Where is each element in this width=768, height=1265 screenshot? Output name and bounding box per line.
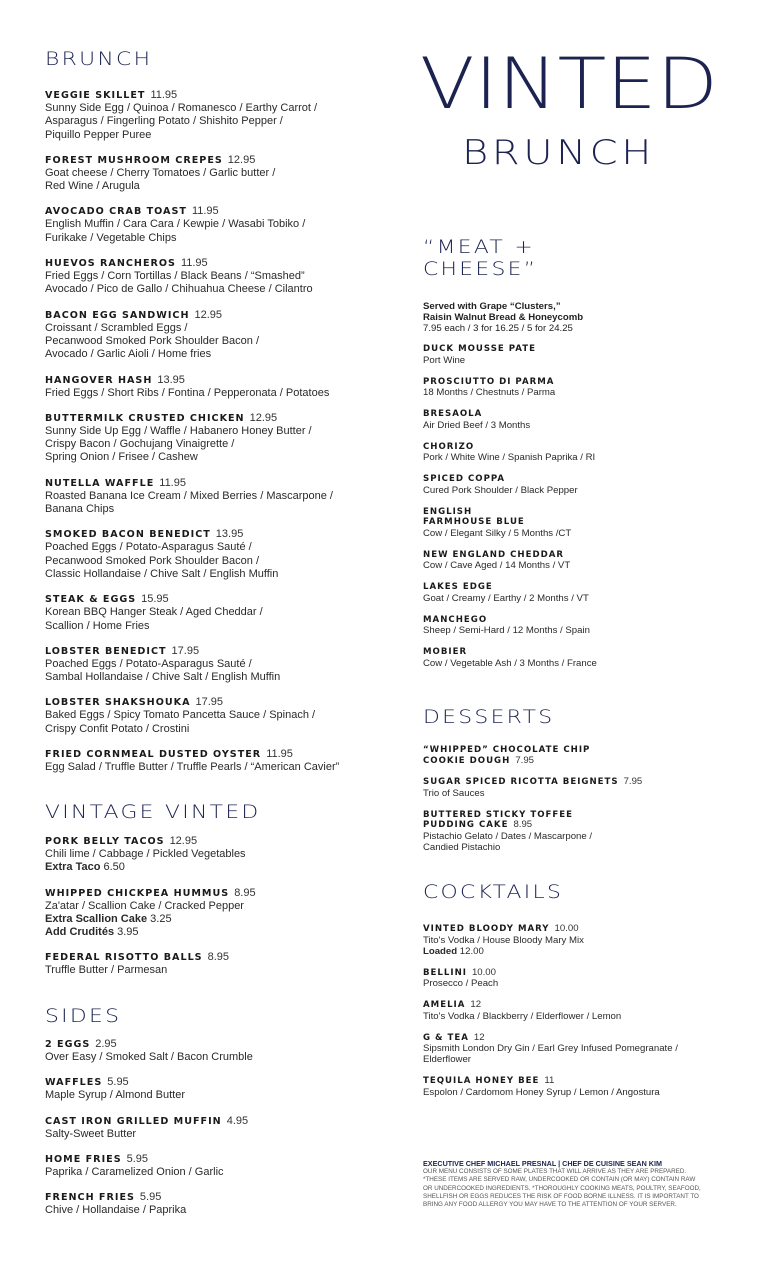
item-title (423, 777, 743, 788)
menu-item (45, 593, 385, 633)
item-price: 2.95 (95, 1038, 117, 1050)
item-price: 12.95 (169, 835, 198, 847)
item-name: BUTTERED STICKY TOFFEE (423, 809, 574, 820)
menu-item (423, 968, 753, 990)
item-description: Cow / Cave Aged / 14 Months / VT (423, 560, 571, 571)
item-title (423, 442, 743, 453)
menu-item (45, 1076, 385, 1102)
item-name: AVOCADO CRAB TOAST (45, 206, 187, 218)
section-heading-sides: SIDES (45, 1005, 122, 1027)
item-description: Goat cheese / Cherry Tomatoes / Garlic butter / (45, 166, 276, 179)
item-price: 11.95 (191, 205, 219, 218)
item-description: Egg Salad / Truffle Butter / Truffle Pearls / “American Cavier” (45, 761, 340, 774)
vinted-wordmark: VINTED (420, 43, 718, 125)
item-name: PORK BELLY TACOS (45, 836, 165, 847)
item-title (45, 257, 385, 270)
heading-line: CHEESE” (423, 258, 538, 280)
item-description: Scallion / Home Fries (45, 619, 150, 632)
item-name: WAFFLES (45, 1077, 103, 1089)
item-name: BACON EGG SANDWICH (45, 309, 190, 321)
section-heading-cocktails: COCKTAILS (423, 881, 564, 903)
item-name: TEQUILA HONEY BEE (423, 1076, 540, 1086)
extra-label: Add Crudités (45, 926, 115, 939)
menu-item (423, 442, 743, 464)
extra-label: Extra Scallion Cake (45, 912, 148, 925)
item-price: 11.95 (180, 257, 208, 270)
item-description: Cured Pork Shoulder / Black Pepper (423, 484, 578, 496)
item-description: Sunny Side Egg / Quinoa / Romanesco / Earthy Carrot / (45, 102, 318, 114)
item-extra (45, 926, 385, 939)
item-description: Avocado / Pico de Gallo / Chihuahua Cheese / Cilantro (45, 283, 313, 296)
item-description: Chive / Hollandaise / Paprika (45, 1204, 187, 1217)
item-description: Goat / Creamy / Earthy / 2 Months / VT (423, 592, 589, 604)
item-title (423, 745, 743, 766)
chef-credits: EXECUTIVE CHEF MICHAEL PRESNAL | CHEF DE CUISINE SEAN KIM (423, 1159, 662, 1168)
menu-item (45, 528, 385, 581)
item-name: SMOKED BACON BENEDICT (45, 529, 211, 541)
item-title (45, 951, 385, 964)
item-description: Tito's Vodka / Blackberry / Elderflower / Lemon (423, 1010, 622, 1022)
item-title (45, 374, 385, 387)
item-price: 5.95 (139, 1191, 162, 1204)
disclaimer-line: BRING ANY FOOD ALLERGY YOU MAY HAVE TO THE ATTENTION OF YOUR SERVER. (423, 1201, 677, 1209)
item-name: VINTED BLOODY MARY (423, 924, 550, 934)
item-price: 12 (470, 999, 482, 1010)
menu-item (45, 835, 385, 875)
item-price: 17.95 (195, 696, 224, 709)
item-title (423, 968, 753, 979)
item-title (423, 409, 743, 420)
item-description: Korean BBQ Hanger Steak / Aged Cheddar / (45, 606, 263, 619)
item-name: WHIPPED CHICKPEA HUMMUS (45, 887, 230, 899)
extra-price: 3.25 (147, 912, 172, 925)
item-description: Maple Syrup / Almond Butter (45, 1089, 186, 1102)
item-title (45, 154, 385, 167)
item-title (45, 696, 385, 709)
item-description: Fried Eggs / Short Ribs / Fontina / Pepperonata / Potatoes (45, 386, 330, 399)
item-name: PROSCIUTTO DI PARMA (423, 376, 555, 387)
menu-item (45, 1038, 385, 1064)
item-description: Sambal Hollandaise / Chive Salt / English Muffin (45, 671, 281, 684)
item-name: MOBIER (423, 647, 468, 657)
item-price: 4.95 (226, 1114, 249, 1127)
item-title (45, 205, 385, 218)
menu-item (423, 550, 743, 572)
menu-item (45, 1191, 385, 1217)
extra-label: Loaded (423, 945, 458, 957)
item-name: BRESAOLA (423, 409, 483, 419)
item-name: CAST IRON GRILLED MUFFIN (45, 1115, 222, 1127)
menu-item (45, 887, 385, 940)
item-price: 12 (473, 1031, 485, 1043)
item-price: 7.95 (623, 776, 643, 787)
item-description: Poached Eggs / Potato-Asparagus Sauté / (45, 657, 252, 670)
disclaimer-line: *THESE ITEMS ARE SERVED RAW, UNDERCOOKED OR CONTAIN (OR MAY) CONTAIN RAW (423, 1176, 696, 1184)
item-description: Truffle Butter / Parmesan (45, 964, 168, 977)
meat-cheese-items (423, 344, 743, 680)
item-description: Banana Chips (45, 503, 115, 516)
item-name: SUGAR SPICED RICOTTA BEIGNETS (423, 777, 619, 787)
item-description: Pecanwood Smoked Pork Shoulder Bacon / (45, 334, 260, 347)
item-price: 12.95 (227, 153, 256, 166)
item-extra (45, 913, 385, 926)
item-description: Crispy Bacon / Gochujang Vinaigrette / (45, 438, 235, 451)
item-name: FRIED CORNMEAL DUSTED OYSTER (45, 749, 262, 761)
item-description: Sipsmith London Dry Gin / Earl Grey Infused Pomegranate / (423, 1043, 678, 1054)
menu-item (423, 1000, 753, 1022)
disclaimer-line: OR UNDERCOOKED INGREDIENTS. *THOROUGHLY COOKING MEATS, POULTRY, SEAFOOD, (423, 1184, 701, 1192)
item-price: 5.95 (126, 1152, 149, 1165)
item-price: 15.95 (141, 593, 169, 606)
item-title (423, 810, 743, 831)
item-price: 11.95 (266, 748, 293, 761)
item-description: Prosecco / Peach (423, 978, 499, 989)
vintage-vinted-items (45, 835, 385, 990)
heading-line: “MEAT + (423, 236, 535, 258)
item-title (45, 748, 385, 761)
sides-items (45, 1038, 385, 1229)
item-description: Espolon / Cardomom Honey Syrup / Lemon / Angostura (423, 1086, 660, 1098)
item-name: NEW ENGLAND CHEDDAR (423, 549, 564, 560)
item-name: 2 EGGS (45, 1039, 91, 1050)
menu-item (423, 810, 743, 853)
item-name: HANGOVER HASH (45, 374, 153, 386)
item-extra (45, 861, 385, 874)
item-name: AMELIA (423, 1000, 466, 1010)
extra-price: 12.00 (457, 945, 484, 957)
menu-item (45, 257, 385, 297)
cocktail-items (423, 924, 753, 1109)
note-pricing: 7.95 each / 3 for 16.25 / 5 for 24.25 (423, 323, 573, 334)
item-price: 8.95 (234, 886, 256, 899)
item-description: Pork / White Wine / Spanish Paprika / RI (423, 452, 596, 463)
item-name: “WHIPPED” CHOCOLATE CHIP (423, 745, 591, 755)
item-title (423, 582, 743, 593)
item-description: Roasted Banana Ice Cream / Mixed Berries / Mascarpone / (45, 489, 333, 502)
note-line: Served with Grape “Clusters,” (423, 301, 561, 312)
item-title (45, 835, 385, 848)
item-description: Furikake / Vegetable Chips (45, 231, 177, 244)
item-name: HOME FRIES (45, 1153, 122, 1165)
item-description: Za'atar / Scallion Cake / Cracked Pepper (45, 899, 244, 912)
item-title (423, 507, 743, 528)
brunch-subtitle: BRUNCH (462, 133, 655, 173)
item-description: English Muffin / Cara Cara / Kewpie / Wasabi Tobiko / (45, 218, 306, 231)
item-description: Baked Eggs / Spicy Tomato Pancetta Sauce / Spinach / (45, 709, 316, 722)
menu-item (45, 89, 385, 142)
item-name: NUTELLA WAFFLE (45, 477, 155, 489)
item-name: FRENCH FRIES (45, 1192, 135, 1204)
item-description: Crispy Confit Potato / Crostini (45, 722, 190, 735)
item-title (423, 344, 743, 355)
item-price: 17.95 (171, 644, 200, 657)
menu-item (423, 1033, 753, 1066)
item-name: MANCHEGO (423, 614, 488, 625)
item-name: PUDDING CAKE (423, 820, 509, 830)
menu-item (423, 582, 743, 604)
item-name: BUTTERMILK CRUSTED CHICKEN (45, 412, 245, 424)
disclaimer-line: SHELLFISH OR EGGS REDUCES THE RISK OF FOOD BORNE ILLNESS. IT IS IMPORTANT TO (423, 1192, 699, 1200)
item-description: Tito's Vodka / House Bloody Mary Mix (423, 934, 584, 946)
item-description: Spring Onion / Frisee / Cashew (45, 451, 198, 464)
item-description: Cow / Vegetable Ash / 3 Months / France (423, 657, 597, 669)
item-description: Fried Eggs / Corn Tortillas / Black Beans / “Smashed” (45, 270, 305, 283)
extra-price: 3.95 (114, 926, 139, 939)
item-name: G & TEA (423, 1032, 469, 1043)
item-extra (423, 946, 753, 957)
item-price: 11 (544, 1075, 555, 1086)
section-heading-desserts: DESSERTS (423, 706, 555, 728)
item-description: Salty-Sweet Butter (45, 1127, 137, 1140)
item-description: Croissant / Scrambled Eggs / (45, 321, 188, 334)
item-description: Sunny Side Up Egg / Waffle / Habanero Honey Butter / (45, 424, 312, 437)
item-title (45, 1115, 385, 1128)
item-price: 11.95 (159, 476, 186, 489)
item-description: Sheep / Semi-Hard / 12 Months / Spain (423, 625, 590, 636)
item-title (45, 1153, 385, 1166)
menu-item (45, 412, 385, 465)
item-name: LOBSTER SHAKSHOUKA (45, 697, 191, 709)
item-name: FOREST MUSHROOM CREPES (45, 154, 223, 166)
section-heading-vintage-vinted: VINTAGE VINTED (45, 801, 261, 823)
item-title (423, 377, 743, 388)
menu-item (423, 924, 753, 957)
menu-item (423, 344, 743, 366)
item-name: STEAK & EGGS (45, 594, 137, 606)
menu-item (45, 748, 385, 774)
item-title (45, 528, 385, 541)
menu-item (45, 374, 385, 400)
item-description: Paprika / Caramelized Onion / Garlic (45, 1165, 224, 1178)
item-name: COOKIE DOUGH (423, 755, 511, 766)
note-line: Raisin Walnut Bread & Honeycomb (423, 312, 584, 323)
section-heading-meat-cheese (423, 236, 537, 280)
item-price: 10.00 (554, 923, 579, 934)
item-price: 8.95 (513, 819, 533, 830)
item-name: VEGGIE SKILLET (45, 90, 146, 101)
menu-item (423, 777, 743, 799)
menu-item (423, 1076, 753, 1098)
menu-item (45, 645, 385, 685)
item-description: Avocado / Garlic Aioli / Home fries (45, 348, 212, 361)
item-description: Pecanwood Smoked Pork Shoulder Bacon / (45, 554, 260, 567)
item-price: 13.95 (215, 528, 244, 541)
menu-item (45, 309, 385, 362)
item-description: Cow / Elegant Silky / 5 Months /CT (423, 527, 572, 539)
menu-item (423, 507, 743, 539)
item-name: LAKES EDGE (423, 582, 493, 592)
item-description: Port Wine (423, 354, 466, 366)
dessert-items (423, 745, 743, 864)
meat-cheese-note (423, 301, 583, 334)
item-title (45, 89, 385, 102)
item-title (45, 477, 385, 490)
item-description: Red Wine / Arugula (45, 180, 140, 193)
item-price: 8.95 (207, 951, 230, 964)
item-price: 13.95 (157, 373, 185, 386)
item-name: SPICED COPPA (423, 474, 506, 484)
item-price: 11.95 (150, 89, 178, 101)
item-title (423, 647, 743, 658)
item-title (423, 1033, 753, 1044)
menu-item (45, 696, 385, 736)
item-name: LOBSTER BENEDICT (45, 645, 167, 657)
item-price: 10.00 (471, 966, 496, 978)
menu-item (423, 745, 743, 766)
item-price: 12.95 (249, 411, 278, 424)
menu-item (45, 154, 385, 194)
item-name: FEDERAL RISOTTO BALLS (45, 952, 203, 964)
item-title (423, 550, 743, 561)
item-description: Trio of Sauces (423, 787, 485, 799)
menu-item (45, 1153, 385, 1179)
item-price: 7.95 (515, 754, 534, 766)
disclaimer-line: OUR MENU CONSISTS OF SOME PLATES THAT WILL ARRIVE AS THEY ARE PREPARED. (423, 1168, 687, 1176)
item-description: 18 Months / Chestnuts / Parma (423, 387, 556, 398)
item-description: Candied Pistachio (423, 841, 501, 853)
item-description: Piquillo Pepper Puree (45, 128, 152, 141)
item-description: Air Dried Beef / 3 Months (423, 419, 531, 431)
item-title (45, 645, 385, 658)
item-title (45, 412, 385, 425)
item-title (423, 615, 743, 626)
item-description: Elderflower (423, 1054, 471, 1065)
item-title (45, 1038, 385, 1051)
menu-item (45, 951, 385, 977)
item-title (423, 474, 743, 485)
item-description: Classic Hollandaise / Chive Salt / English Muffin (45, 567, 279, 580)
item-title (45, 593, 385, 606)
item-title (423, 1076, 753, 1087)
item-price: 5.95 (107, 1076, 129, 1089)
extra-label: Extra Taco (45, 861, 101, 874)
item-description: Pistachio Gelato / Dates / Mascarpone / (423, 830, 593, 842)
item-name: ENGLISH (423, 506, 473, 517)
item-title (45, 887, 385, 900)
item-name: DUCK MOUSSE PATE (423, 344, 536, 354)
item-title (423, 924, 753, 935)
item-description: Asparagus / Fingerling Potato / Shishito Pepper / (45, 115, 283, 128)
item-title (45, 1076, 385, 1089)
menu-item (423, 647, 743, 669)
item-title (423, 1000, 753, 1011)
menu-item (423, 474, 743, 496)
menu-item (45, 1115, 385, 1141)
menu-item (45, 477, 385, 517)
menu-item (423, 377, 743, 399)
brunch-items (45, 89, 385, 786)
item-description: Poached Eggs / Potato-Asparagus Sauté / (45, 541, 252, 554)
menu-footer (423, 1160, 723, 1209)
item-title (45, 309, 385, 322)
item-name: FARMHOUSE BLUE (423, 517, 525, 527)
item-name: BELLINI (423, 967, 467, 978)
extra-price: 6.50 (100, 861, 125, 874)
menu-item (45, 205, 385, 245)
menu-item (423, 615, 743, 637)
item-name: HUEVOS RANCHEROS (45, 258, 176, 270)
section-heading-brunch: BRUNCH (45, 48, 153, 70)
item-name: CHORIZO (423, 441, 475, 452)
menu-item (423, 409, 743, 431)
item-title (45, 1191, 385, 1204)
item-price: 12.95 (194, 308, 223, 321)
item-description: Chili lime / Cabbage / Pickled Vegetables (45, 848, 246, 860)
item-description: Over Easy / Smoked Salt / Bacon Crumble (45, 1051, 253, 1063)
